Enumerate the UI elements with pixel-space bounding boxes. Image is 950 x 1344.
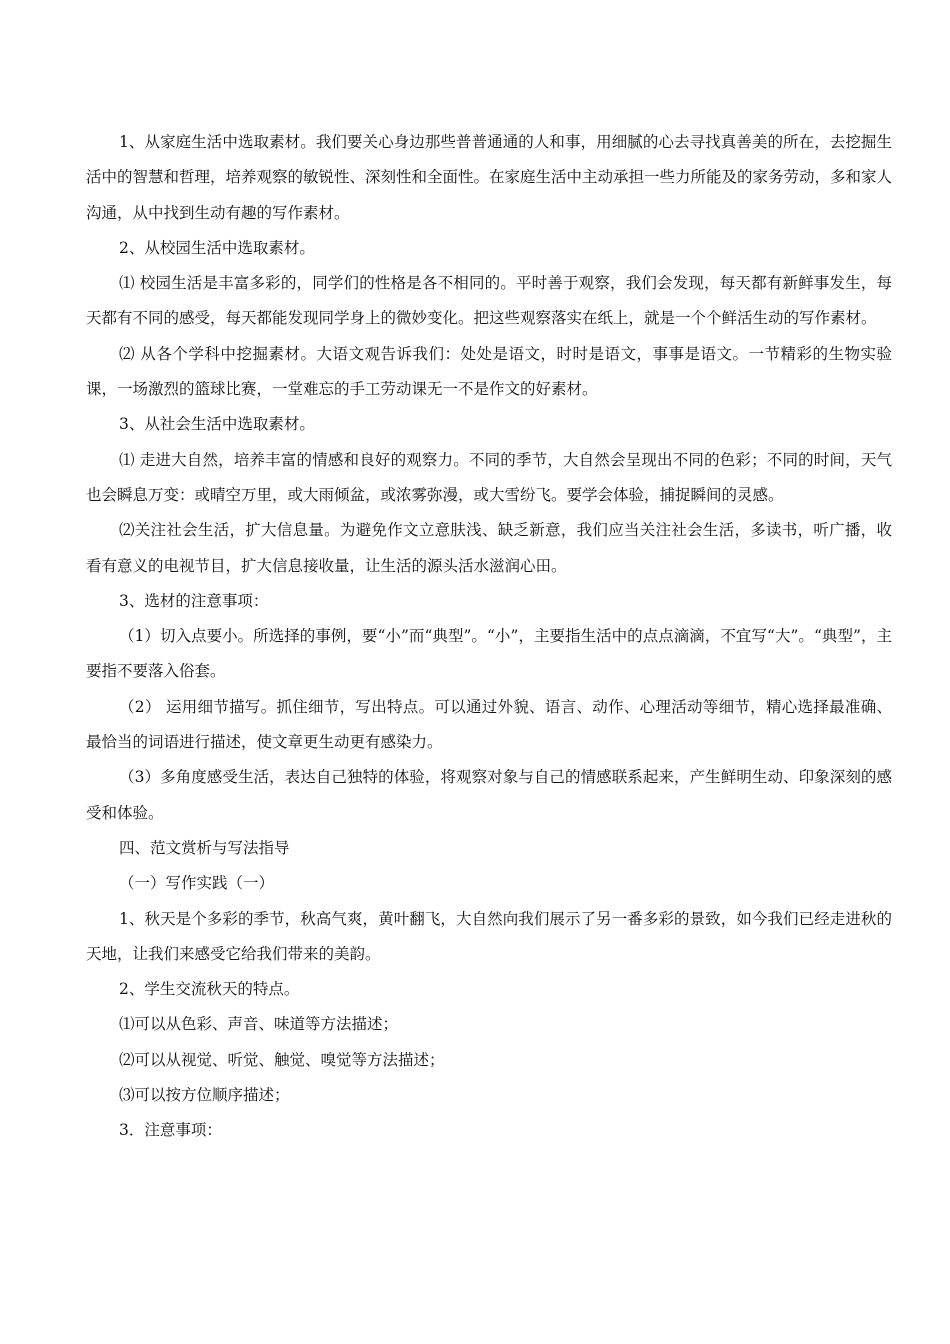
paragraph-note-2: （2） 运用细节描写。抓住细节，写出特点。可以通过外貌、语言、动作、心理活动等细节，精心选择最准确、最恰当的词语进行描述，使文章更生动更有感染力。 — [86, 697, 892, 752]
list-item-senses: ⑵可以从视觉、听觉、触觉、嗅觉等方法描述； — [119, 1050, 445, 1069]
paragraph-autumn-intro: 1、秋天是个多彩的季节，秋高气爽，黄叶翻飞，大自然向我们展示了另一番多彩的景致，如今我们已经走进秋的天地，让我们来感受它给我们带来的美韵。 — [86, 909, 892, 963]
paragraph-society-heading: 3、从社会生活中选取素材。 — [119, 415, 315, 434]
paragraph-autumn-exchange: 2、学生交流秋天的特点。 — [119, 980, 300, 999]
list-item-color-sound: ⑴可以从色彩、声音、味道等方法描述； — [119, 1015, 399, 1034]
paragraph-society-2: ⑵关注社会生活，扩大信息量。为避免作文立意肤浅、缺乏新意，我们应当关注社会生活，多读书，听广播，收看有意义的电视节目，扩大信息接收量，让生活的源头活水滋润心田。 — [86, 521, 892, 575]
paragraph-notes-heading: 3、选材的注意事项： — [119, 591, 269, 610]
paragraph-campus-heading: 2、从校园生活中选取素材。 — [119, 238, 315, 257]
paragraph-campus-1: ⑴ 校园生活是丰富多彩的，同学们的性格是各不相同的。平时善于观察，我们会发现，每天都有新鲜事发生，每天都有不同的感受，每天都能发现同学身上的微妙变化。把这些观察落实在纸上，就是一个个鲜活生动的写作素材。 — [86, 274, 892, 328]
paragraph-campus-2: ⑵ 从各个学科中挖掘素材。大语文观告诉我们：处处是语文，时时是语文，事事是语文。一节精彩的生物实验课，一场激烈的篮球比赛，一堂难忘的手工劳动课无一不是作文的好素材。 — [86, 344, 892, 399]
list-item-direction: ⑶可以按方位顺序描述； — [119, 1086, 290, 1105]
paragraph-note-1: （1）切入点要小。所选择的事例，要“小”而“典型”。“小”，主要指生活中的点点滴滴，不宜写“大”。“典型”，主要指不要落入俗套。 — [86, 627, 892, 681]
paragraph-cautions-heading: 3．注意事项： — [119, 1121, 222, 1140]
subsection-heading-practice: （一）写作实践（一） — [119, 874, 275, 893]
section-heading-four: 四、范文赏析与写法指导 — [119, 838, 290, 857]
paragraph-family-material: 1、从家庭生活中选取素材。我们要关心身边那些普普通通的人和事，用细腻的心去寻找真善美的所在，去挖掘生活中的智慧和哲理，培养观察的敏锐性、深刻性和全面性。在家庭生活中主动承担一些力所能及的家务劳动，多和家人沟通，从中找到生动有趣的写作素材。 — [86, 133, 893, 222]
paragraph-note-3: （3）多角度感受生活，表达自己独特的体验，将观察对象与自己的情感联系起来，产生鲜明生动、印象深刻的感受和体验。 — [86, 768, 892, 822]
paragraph-society-1: ⑴ 走进大自然，培养丰富的情感和良好的观察力。不同的季节，大自然会呈现出不同的色彩；不同的时间，天气也会瞬息万变：或晴空万里，或大雨倾盆，或浓雾弥漫，或大雪纷飞。要学会体验，捕捉瞬间的灵感。 — [86, 450, 892, 504]
